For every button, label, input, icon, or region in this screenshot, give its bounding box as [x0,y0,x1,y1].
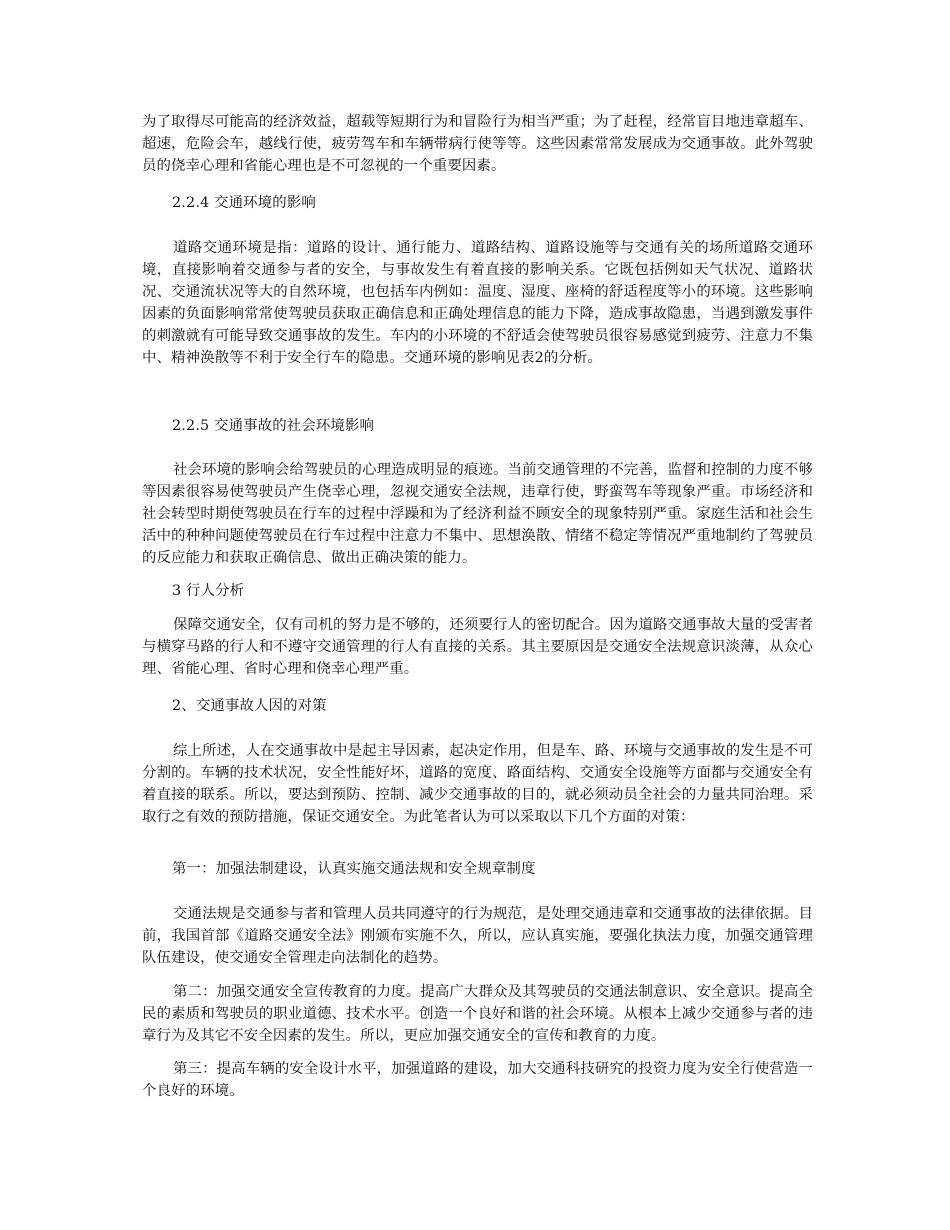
section-heading-2-2-4: 2.2.4 交通环境的影响 [172,195,316,211]
section-heading-3: 3 行人分析 [172,583,245,599]
section-heading-countermeasures: 2、交通事故人因的对策 [172,698,327,714]
paragraph-measure-second: 第二：加强交通安全宣传教育的力度。提高广大群众及其驾驶员的交通法制意识、安全意识。提高全民的素质和驾驶员的职业道德、技术水平。创造一个良好和谐的社会环境。从根本上减少交通参与者的违章行为及其它不安全因素的发生。所以，更应加强交通安全的宣传和教育的力度。 [142,984,813,1044]
section-heading-2-2-5: 2.2.5 交通事故的社会环境影响 [172,418,375,434]
paragraph-social-environment: 社会环境的影响会给驾驶员的心理造成明显的痕迹。当前交通管理的不完善，监督和控制的力度不够等因素很容易使驾驶员产生侥幸心理，忽视交通安全法规，违章行使，野蛮驾车等现象严重。市场经济和社会转型时期使驾驶员在行车的过程中浮躁和为了经济利益不顾安全的现象特别严重。家庭生活和社会生活中的种种问题使驾驶员在行车过程中注意力不集中、思想涣散、情绪不稳定等情况严重地制约了驾驶员的反应能力和获取正确信息、做出正确决策的能力。 [142,462,813,566]
paragraph-driver-risk-behavior: 为了取得尽可能高的经济效益，超载等短期行为和冒险行为相当严重；为了赶程，经常盲目地违章超车、超速，危险会车，越线行使，疲劳驾车和车辆带病行使等等。这些因素常常发展成为交通事故。此外驾驶员的侥幸心理和省能心理也是不可忽视的一个重要因素。 [142,114,813,174]
paragraph-traffic-environment: 道路交通环境是指：道路的设计、通行能力、道路结构、道路设施等与交通有关的场所道路交通环境，直接影响着交通参与者的安全，与事故发生有着直接的影响关系。它既包括例如天气状况、道路状况、交通流状况等大的自然环境，也包括车内例如：温度、湿度、座椅的舒适程度等小的环境。这些影响因素的负面影响常常使驾驶员获取正确信息和正确处理信息的能力下降，造成事故隐患，当遇到激发事件的刺激就有可能导致交通事故的发生。车内的小环境的不舒适会使驾驶员很容易感觉到疲劳、注意力不集中、精神涣散等不利于安全行车的隐患。交通环境的影响见表2的分析。 [142,240,813,366]
paragraph-pedestrian-analysis: 保障交通安全，仅有司机的努力是不够的，还须要行人的密切配合。因为道路交通事故大量的受害者与横穿马路的行人和不遵守交通管理的行人有直接的关系。其主要原因是交通安全法规意识淡薄，从众心理、省能心理、省时心理和侥幸心理严重。 [142,617,813,677]
paragraph-summary: 综上所述，人在交通事故中是起主导因素，起决定作用，但是车、路、环境与交通事故的发生是不可分割的。车辆的技术状况，安全性能好坏，道路的宽度、路面结构、交通安全设施等方面都与交通安全有着直接的联系。所以，要达到预防、控制、减少交通事故的目的，就必须动员全社会的力量共同治理。采取行之有效的预防措施，保证交通安全。为此笔者认为可以采取以下几个方面的对策： [142,743,813,825]
measure-heading-first: 第一：加强法制建设，认真实施交通法规和安全规章制度 [172,861,536,877]
paragraph-traffic-law: 交通法规是交通参与者和管理人员共同遵守的行为规范，是处理交通违章和交通事故的法律依据。目前，我国首部《道路交通安全法》刚颁布实施不久，所以，应认真实施，要强化执法力度，加强交通管理队伍建设，使交通安全管理走向法制化的趋势。 [142,906,813,966]
paragraph-measure-third: 第三：提高车辆的安全设计水平，加强道路的建设，加大交通科技研究的投资力度为安全行使营造一个良好的环境。 [142,1061,813,1099]
